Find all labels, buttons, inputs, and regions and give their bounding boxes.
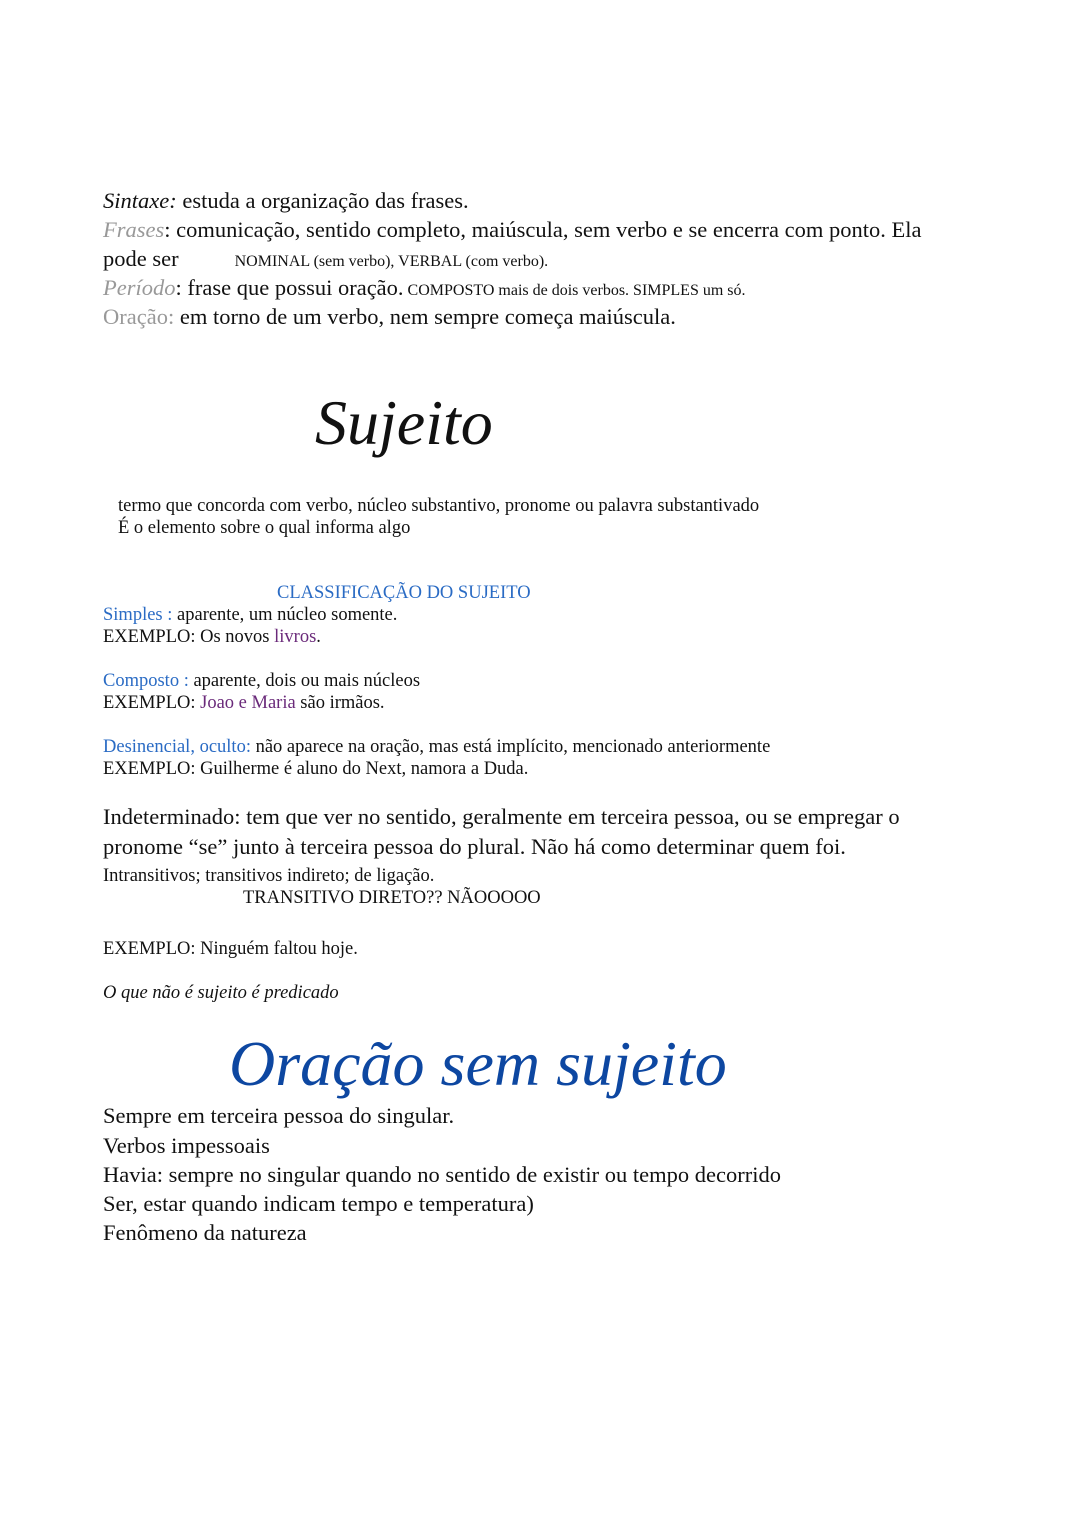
simples-text: aparente, um núcleo somente.: [172, 605, 398, 625]
simples-term: Simples :: [103, 605, 173, 625]
sujeito-def-2: É o elemento sobre o qual informa algo: [118, 518, 411, 538]
example-suffix: são irmãos.: [295, 693, 385, 713]
indeterminado-line-4: TRANSITIVO DIRETO?? NÃOOOOO: [243, 888, 541, 908]
example-suffix: .: [316, 627, 321, 647]
sintaxe-line: [103, 186, 469, 215]
indeterminado-line-3: Intransitivos; transitivos indireto; de ligação.: [103, 866, 435, 886]
frases-text: : comunicação, sentido completo, maiúscula, sem verbo e se encerra com ponto. Ela: [164, 217, 922, 242]
indeterminado-example: EXEMPLO: Ninguém faltou hoje.: [103, 939, 358, 959]
periodo-small: COMPOSTO mais de dois verbos. SIMPLES um só.: [403, 282, 746, 299]
frases-line2: pode ser: [103, 246, 179, 271]
simples-line: [103, 604, 397, 626]
sem-sujeito-item: Fenômeno da natureza: [103, 1220, 307, 1245]
example-prefix: EXEMPLO: Os novos: [103, 627, 275, 647]
composto-example: [103, 692, 385, 714]
periodo-text: : frase que possui oração.: [175, 275, 404, 300]
sujeito-heading: Sujeito: [315, 387, 493, 458]
oracao-line: [103, 302, 676, 331]
frases-types: NOMINAL (sem verbo), VERBAL (com verbo).: [234, 253, 549, 270]
composto-text: aparente, dois ou mais núcleos: [188, 671, 421, 691]
sem-sujeito-item: Havia: sempre no singular quando no sentido de existir ou tempo decorrido: [103, 1162, 781, 1187]
sintaxe-text: estuda a organização das frases.: [176, 188, 469, 213]
desinencial-example: EXEMPLO: Guilherme é aluno do Next, namora a Duda.: [103, 759, 529, 779]
desinencial-text: não aparece na oração, mas está implícito, mencionado anteriormente: [250, 737, 771, 757]
sem-sujeito-heading: Oração sem sujeito: [229, 1028, 727, 1099]
sem-sujeito-item: Ser, estar quando indicam tempo e temperatura): [103, 1191, 534, 1216]
example-highlight: livros: [274, 627, 317, 647]
predicado-note: O que não é sujeito é predicado: [103, 983, 339, 1003]
sem-sujeito-item: Verbos impessoais: [103, 1133, 270, 1158]
oracao-term: Oração:: [103, 304, 175, 329]
sujeito-def-1: termo que concorda com verbo, núcleo substantivo, pronome ou palavra substantivado: [118, 496, 760, 516]
example-prefix: EXEMPLO:: [103, 693, 201, 713]
desinencial-line: [103, 736, 770, 758]
periodo-term: Período: [103, 275, 176, 300]
frases-term: Frases: [103, 217, 165, 242]
frases-line-2: [103, 244, 548, 276]
oracao-text: em torno de um verbo, nem sempre começa maiúscula.: [174, 304, 676, 329]
composto-line: [103, 670, 420, 692]
composto-term: Composto :: [103, 671, 189, 691]
sem-sujeito-item: Sempre em terceira pessoa do singular.: [103, 1103, 455, 1128]
sintaxe-term: Sintaxe:: [103, 188, 177, 213]
frases-line: [103, 215, 921, 244]
classificacao-title: CLASSIFICAÇÃO DO SUJEITO: [277, 583, 531, 603]
example-highlight: Joao e Maria: [200, 693, 296, 713]
indeterminado-line-2: pronome “se” junto à terceira pessoa do plural. Não há como determinar quem foi.: [103, 834, 846, 859]
simples-example: [103, 626, 321, 648]
indeterminado-line-1: Indeterminado: tem que ver no sentido, geralmente em terceira pessoa, ou se empregar o: [103, 804, 900, 829]
desinencial-term: Desinencial, oculto:: [103, 737, 251, 757]
periodo-line: [103, 273, 746, 305]
